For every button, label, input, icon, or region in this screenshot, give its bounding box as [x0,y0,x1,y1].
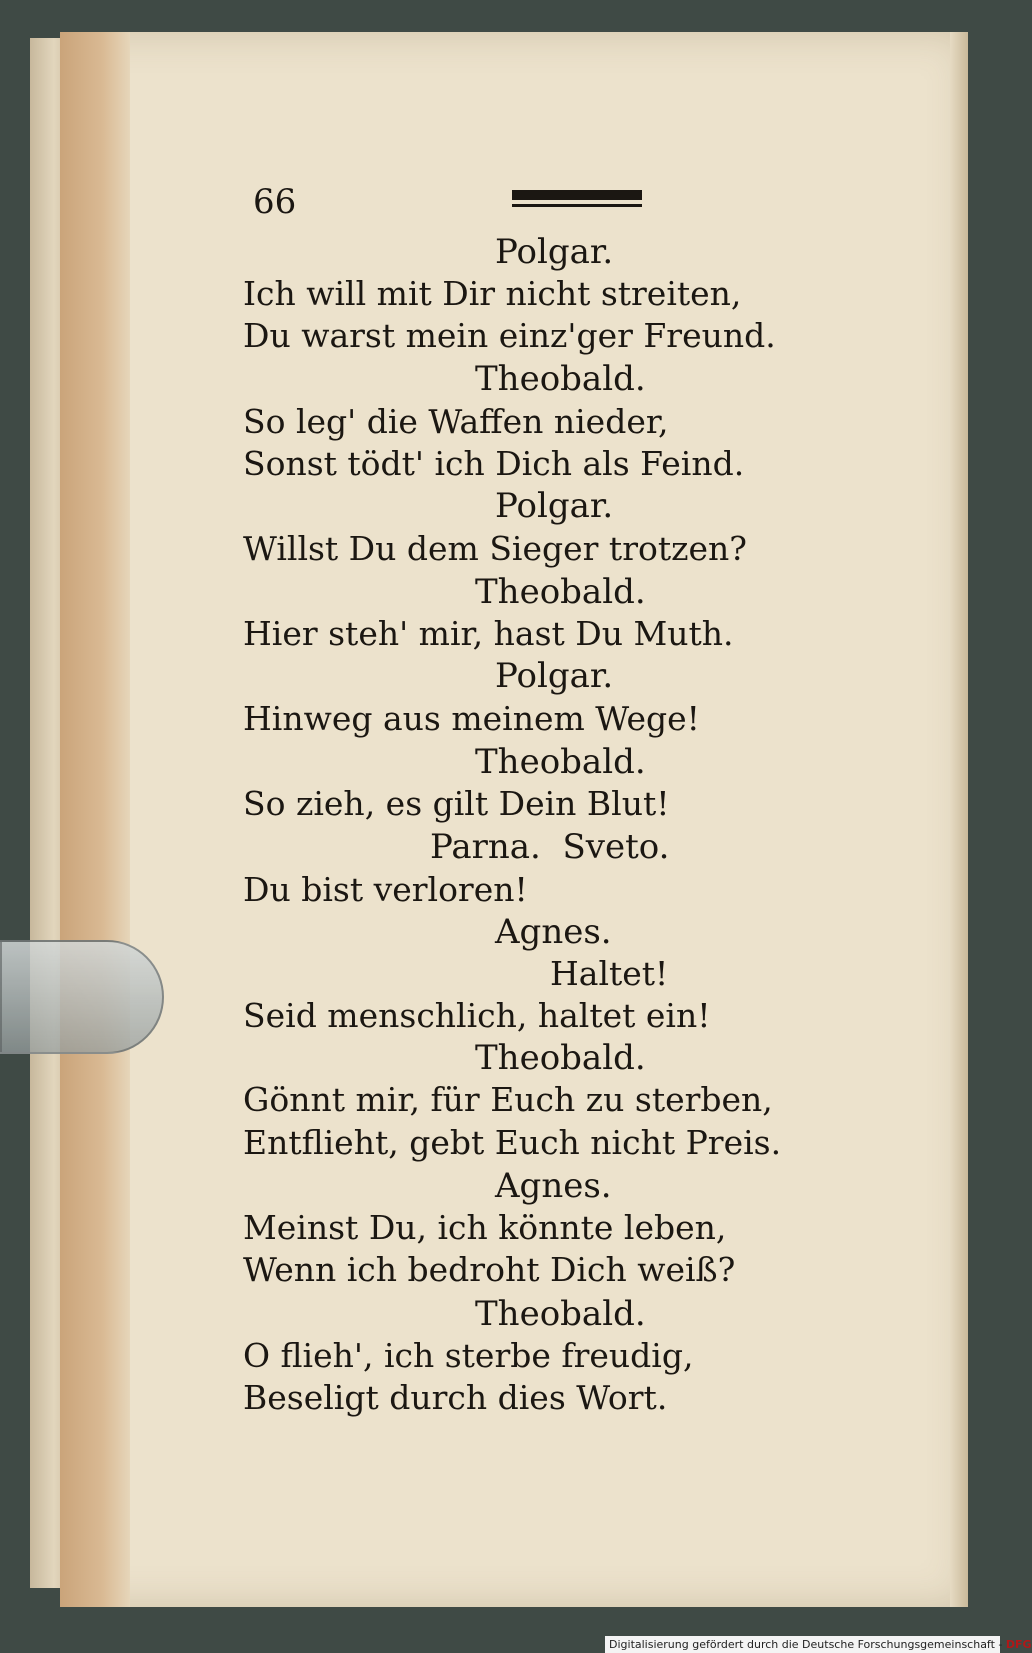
page-number: 66 [253,182,297,222]
speaker-name: Agnes. [495,1166,612,1206]
speaker-name: Parna. Sveto. [430,827,670,867]
header-rule-thin [512,204,642,207]
speaker-name: Theobald. [475,1038,646,1078]
verse-line: Du warst mein einz'ger Freund. [243,316,776,355]
verse-line: Meinst Du, ich könnte leben, [243,1208,727,1247]
speaker-name: Theobald. [475,359,646,399]
header-rule [512,190,642,200]
book-page [60,32,968,1607]
speaker-name: Theobald. [475,742,646,782]
credit-text: Digitalisierung gefördert durch die Deutsche Forschungsgemeinschaft - [609,1638,1003,1651]
page-edge [950,32,968,1607]
speaker-name: Theobald. [475,1294,646,1334]
verse-line: So zieh, es gilt Dein Blut! [243,784,670,823]
verse-line: Ich will mit Dir nicht streiten, [243,274,742,313]
speaker-name: Theobald. [475,572,646,612]
verse-line: Entflieht, gebt Euch nicht Preis. [243,1123,782,1162]
verse-line: O flieh', ich sterbe freudig, [243,1336,694,1375]
verse-line: Gönnt mir, für Euch zu sterben, [243,1080,773,1119]
verse-line: Willst Du dem Sieger trotzen? [243,529,747,568]
verse-line: Haltet! [550,954,669,993]
dfg-logo: DFG [1005,1638,1032,1651]
speaker-name: Polgar. [495,656,614,696]
verse-line: Seid menschlich, haltet ein! [243,996,711,1035]
page-holder-clip [0,940,164,1054]
page-gutter [60,32,130,1607]
verse-line: So leg' die Waffen nieder, [243,402,669,441]
verse-line: Du bist verloren! [243,870,528,909]
speaker-name: Agnes. [495,912,612,952]
verse-line: Hinweg aus meinem Wege! [243,699,700,738]
verse-line: Hier steh' mir, hast Du Muth. [243,614,734,653]
verse-line: Sonst tödt' ich Dich als Feind. [243,444,745,483]
verse-line: Wenn ich bedroht Dich weiß? [243,1250,736,1289]
digitization-credit [605,1636,1032,1653]
speaker-name: Polgar. [495,486,614,526]
speaker-name: Polgar. [495,232,614,272]
verse-line: Beseligt durch dies Wort. [243,1378,668,1417]
